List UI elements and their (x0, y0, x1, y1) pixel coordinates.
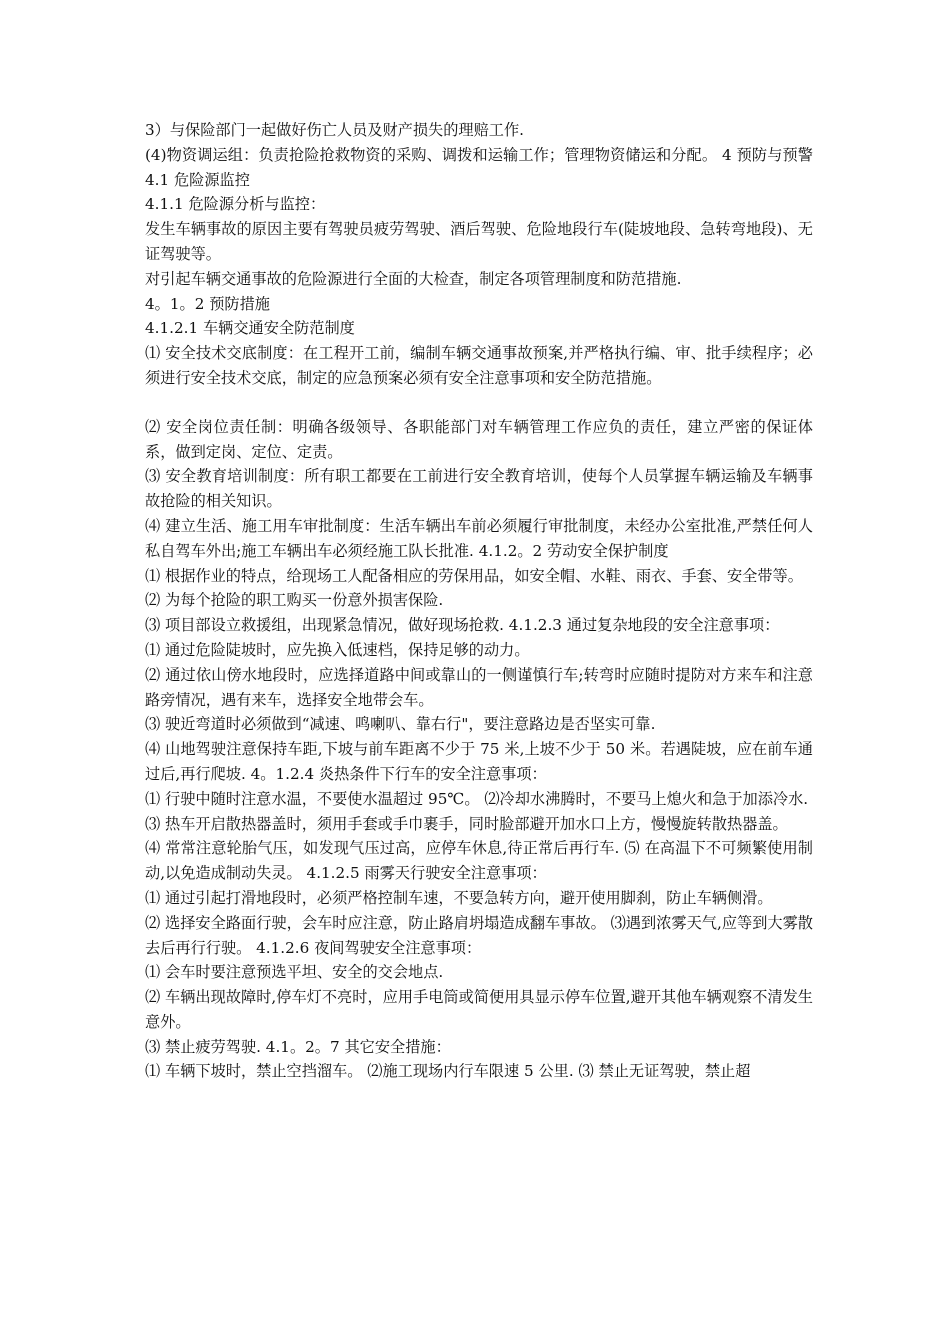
paragraph-downhill: ⑴ 车辆下坡时，禁止空挡溜车。 ⑵施工现场内行车限速 5 公里. ⑶ 禁止无证驾驶，禁止超 (145, 1062, 751, 1081)
paragraph-breakdown: ⑵ 车辆出现故障时,停车灯不亮时，应用手电筒或简便用具显示停车位置,避开其他车辆观察不清发生意外。 (145, 988, 813, 1031)
blank-line (145, 391, 813, 415)
paragraph-steep-slope: ⑴ 通过危险陡坡时，应先换入低速档，保持足够的动力。 (145, 640, 530, 659)
paragraph-insurance: ⑵ 为每个抢险的职工购买一份意外损害保险. (145, 591, 444, 610)
paragraph-rescue-team: ⑶ 项目部设立救援组，出现紧急情况，做好现场抢救. 4.1.2.3 通过复杂地段的安全注意事项： (145, 616, 780, 635)
paragraph-training: ⑶ 安全教育培训制度：所有职工都要在工前进行安全教育培训，使每个人员掌握车辆运输及车辆事故抢险的相关知识。 (145, 467, 813, 511)
paragraph-causes: 发生车辆事故的原因主要有驾驶员疲劳驾驶、酒后驾驶、危险地段行车(陡坡地段、急转弯地段)、无证驾驶等。 (145, 220, 813, 263)
paragraph-post-responsibility: ⑵ 安全岗位责任制：明确各级领导、各职能部门对车辆管理工作应负的责任，建立严密的保证体系，做到定岗、定位、定责。 (145, 417, 813, 461)
paragraph-heading-4-1-2-1: 4.1.2.1 车辆交通安全防范制度 (145, 319, 355, 338)
paragraph-tech-briefing: ⑴ 安全技术交底制度：在工程开工前，编制车辆交通事故预案,并严格执行编、审、批手续程序；必须进行安全技术交底，制定的应急预案必须有安全注意事项和安全防范措施。 (145, 344, 813, 387)
paragraph-radiator: ⑶ 热车开启散热器盖时，须用手套或手巾裹手，同时脸部避开加水口上方，慢慢旋转散热器盖。 (145, 814, 788, 833)
paragraph-supplies: (4)物资调运组：负责抢险抢救物资的采购、调拨和运输工作；管理物资储运和分配。 4 预防与预警 4.1 危险源监控 (145, 145, 813, 189)
paragraph-slippery: ⑴ 通过引起打滑地段时，必须严格控制车速，不要急转方向，避开使用脚刹，防止车辆侧滑。 (145, 888, 773, 907)
document-page (145, 118, 813, 1084)
paragraph-tire-pressure: ⑷ 常常注意轮胎气压，如发现气压过高，应停车休息,待正常后再行车. ⑸ 在高温下不可频繁使用制动,以免造成制动失灵。 4.1.2.5 雨雾天行驶安全注意事项： (145, 839, 813, 883)
paragraph-heading-4-1-2: 4。1。2 预防措施 (145, 294, 270, 313)
paragraph-heading-4-1-1: 4.1.1 危险源分析与监控： (145, 195, 326, 214)
paragraph-inspection: 对引起车辆交通事故的危险源进行全面的大检查，制定各项管理制度和防范措施. (145, 269, 682, 288)
paragraph-mountain-water: ⑵ 通过依山傍水地段时，应选择道路中间或靠山的一侧谨慎行车;转弯时应随时提防对方来车和注意路旁情况，遇有来车，选择安全地带会车。 (145, 665, 813, 709)
paragraph-approval: ⑷ 建立生活、施工用车审批制度：生活车辆出车前必须履行审批制度，未经办公室批准,严禁任何人私自驾车外出;施工车辆出车必须经施工队长批准. 4.1.2。2 劳动安全保护制度 (145, 516, 813, 560)
paragraph-claims: 3）与保险部门一起做好伤亡人员及财产损失的理赔工作. (145, 121, 524, 139)
paragraph-safe-road: ⑵ 选择安全路面行驶，会车时应注意，防止路肩坍塌造成翻车事故。 ⑶遇到浓雾天气,应等到大雾散去后再行行驶。 4.1.2.6 夜间驾驶安全注意事项： (145, 913, 813, 957)
paragraph-water-temp: ⑴ 行驶中随时注意水温，不要使水温超过 95℃。 ⑵冷却水沸腾时，不要马上熄火和急于加添冷水. (145, 789, 809, 808)
paragraph-curves: ⑶ 驶近弯道时必须做到“减速、鸣喇叭、靠右行"，要注意路边是否坚实可靠. (145, 715, 656, 734)
paragraph-following-distance: ⑷ 山地驾驶注意保持车距,下坡与前车距离不少于 75 米,上坡不少于 50 米。若遇陡坡，应在前车通过后,再行爬坡. 4。1.2.4 炎热条件下行车的安全注意事项： (145, 740, 813, 783)
paragraph-fatigue: ⑶ 禁止疲劳驾驶. 4.1。2。7 其它安全措施： (145, 1037, 451, 1056)
paragraph-protective-gear: ⑴ 根据作业的特点，给现场工人配备相应的劳保用品，如安全帽、水鞋、雨衣、手套、安全带等。 (145, 566, 803, 585)
paragraph-night-meeting: ⑴ 会车时要注意预选平坦、安全的交会地点. (145, 963, 444, 982)
